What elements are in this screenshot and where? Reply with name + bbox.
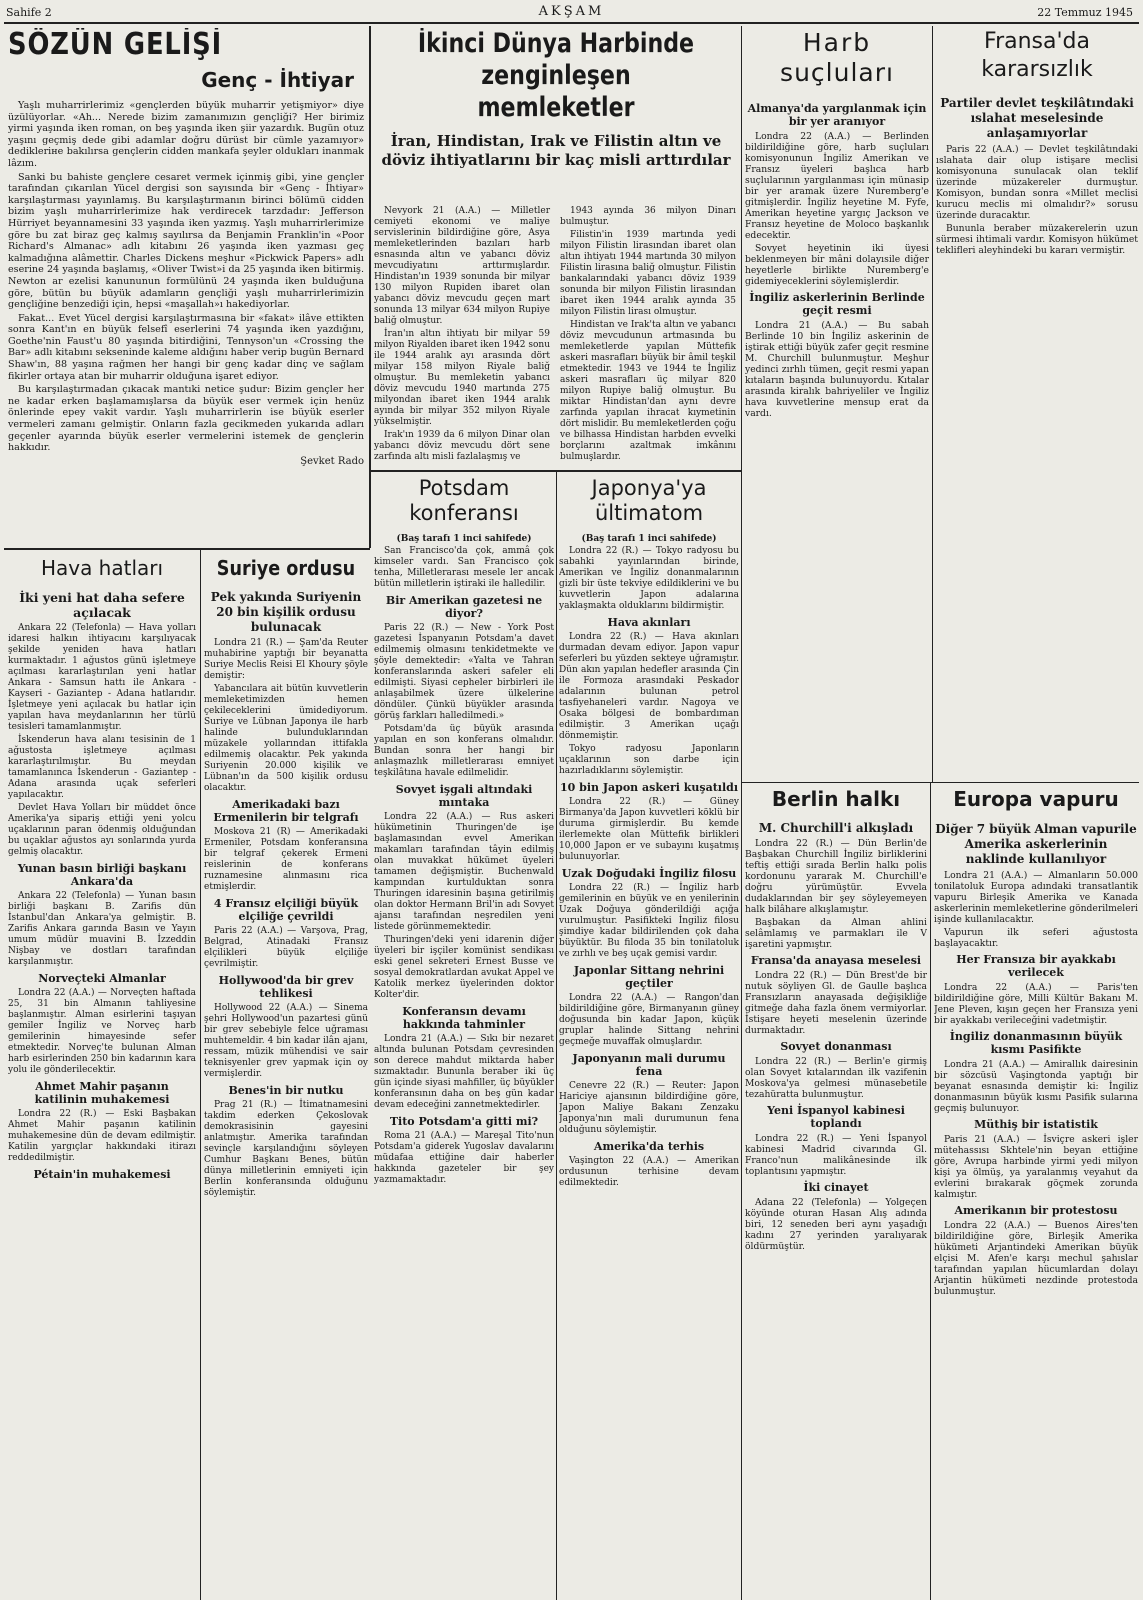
article-subtitle: Diğer 7 büyük Alman vapurile Amerika askerlerinin naklinde kullanılıyor	[935, 822, 1137, 866]
paragraph: Londra 22 (A.A.) — Rus askeri hükümetinin Thuringen'de işe başlamasından evvel Amerikan makamları tarafından tâyin edilmiş olan muvakkat hükümet üyeleri tamamen değişmiştir. Buchenwald kampından kurtulduktan sonra Thuringen idaresinin başına getirilmiş olan doktor Hermann Bril'in adı Sovyet ajansı tarafından neşredilen yeni listede görünmemektedir.	[374, 812, 554, 932]
article-title: Harb	[802, 28, 872, 57]
article-subtitle: Partiler devlet teşkilâtındaki ıslahat meselesinde anlaşamıyorlar	[940, 96, 1134, 140]
paragraph: Cenevre 22 (R.) — Reuter: Japon Hariciye ajansının bildirdiğine göre, Japon Maliye Bakanı Zenzaku Japonya'nın mali durumunun fena olduğunu söylemiştir.	[559, 1081, 739, 1135]
section-body	[934, 1059, 1138, 1114]
paragraph: Londra 22 (R.) — Hava akınları durmadan devam ediyor. Japon vapur seferleri bu yüzden sekteye uğramıştır. Dün akın yapılan hedefler arasında Çin ile Formoza arasındaki Peskador adalarının bulunan petrol tasfiyehaneleri vardır. Nagoya ve Osaka bölgesi de bombardıman edilmiştir. 3 Amerikan uçağı dönmemiştir.	[559, 632, 739, 741]
section-body	[559, 797, 739, 863]
article-body-right	[560, 206, 736, 465]
article-title: Fransa'da	[984, 29, 1090, 54]
paragraph: Londra 22 (R.) — Tokyo radyosu bu sabahki yayınlarından birinde, Amerikan ve İngiliz donanmalarının gizli bir üste tekviye edildiklerini ve bu kuvvetlerin Japon adalarına yaklaşmakta olduklarını bildirmiştir.	[559, 546, 739, 611]
paragraph: Fakat... Evet Yücel dergisi karşılaştırmasına bir «fakat» ilâve ettikten sonra Kant'ın en büyük felsefî eserlerini 74 yaşında iken yazdığını, Goethe'nin Faust'u 80 yaşında bitirdiğini, Tennyson'un «Crossing the Bar» adlı kitabını sekseninde kaleme aldığını haber verip bugün Bernard Shaw'ın, 88 yaşına rağmen her hangi bir genç kadar dinç ve sağlam fikirler ortaya atan bir muharrir olduğuna işaret ediyor.	[8, 312, 364, 382]
paragraph: Paris 22 (A.A.) — Devlet teşkilâtındaki ıslahata dair olup istişare meclisi komisyonuna sunulacak olan teklif üzerinde müzakereler durmuştur. Komisyon, bundan sonra «Millet meclisi kurucu meclis mi olmalıdır?» sorusu üzerinde duracaktır.	[936, 144, 1138, 221]
paragraph: Londra 21 (A.A.) — Amirallık dairesinin bir sözcüsü Vaşingtonda yaptığı bir beyanat esnasında demiştir ki: İngiliz donanmasının büyük kısmı Pasifik sularına geçmiş bulunuyor.	[934, 1059, 1138, 1114]
article-body-left	[374, 206, 550, 465]
paragraph: Londra 22 (R.) — Yeni İspanyol kabinesi Madrid civarında Gl. Franco'nun malikânesinde ilk toplantısını yapmıştır.	[745, 1133, 927, 1177]
section-title: Sovyet donanması	[780, 1040, 892, 1053]
paragraph: Ankara 22 (Telefonla) — Hava yolları idaresi halkın ihtiyacını karşılıyacak şekilde yeniden hava hatları kurmaktadır. 1 ağustos günü işletmeye açılması kararlaştırılan yeni hatlar Ankara - Samsun hattı ile Ankara - Kayseri - Gaziantep - Adana hatlarıdır. İşletmeye yeni açılacak bu hatlar için yapılan hava meydanlarının her türlü tesisleri tamamlanmıştır.	[8, 623, 196, 732]
column-rule	[932, 26, 933, 782]
paragraph: 1943 ayında 36 milyon Dinarı bulmuştur.	[560, 206, 736, 227]
article-subtitle: İran, Hindistan, Irak ve Filistin altın ve döviz ihtiyatlarını bir kaç misli arttırdılar	[381, 132, 731, 169]
japan-article	[559, 476, 739, 1600]
author-signature: Şevket Rado	[300, 455, 364, 467]
paragraph: Başbakan da Alman ahlini selâmlamış ve parmakları ile V işaretini yapmıştır.	[745, 917, 927, 950]
paragraph: Tokyo radyosu Japonların uçaklarının son darbe için hazırladıklarını söylemiştir.	[559, 744, 739, 776]
paragraph: Londra 22 (A.A.) — Rangon'dan bildirildiğine göre, Birmanyanın güney doğusunda bin kadar Japon, küçük gruplar halinde Sittang nehrini geçmeğe muvaffak olmuşlardır.	[559, 993, 739, 1047]
section-body	[559, 883, 739, 960]
paragraph: Londra 21 (A.A.) — Bu sabah Berlinde 10 bin İngiliz askerinin de iştirak ettiği büyük zafer geçit resmine M. Churchill bulunmuştur. Meşhur yedinci zırhlı tümen, geçit resmi yapan kıtaların başında bulunuyordu. Kıtalar arasında kiralık bahriyeliler ve İngiliz hava kuvvetlerine mensup erat da vardı.	[745, 320, 929, 419]
section-title: Yeni İspanyol kabinesi toplandı	[767, 1104, 905, 1130]
section-body	[204, 926, 368, 970]
column-rule	[930, 782, 931, 1600]
paragraph: Londra 21 (A.A.) — Sıkı bir nezaret altında bulunan Potsdam çevresinden son derece mahdut miktarda haber sızmaktadır. Bununla beraber iki üç gün içinde siyasi mahfiller, üç büyükler konferansının daha on beş gün kadar devam edeceğini zannetmektedirler.	[374, 1034, 554, 1110]
continued-note: (Baş tarafı 1 inci sahifede)	[396, 534, 532, 544]
paragraph: Filistin'in 1939 martında yedi milyon Filistin lirasından ibaret olan altın ihtiyatı 1944 martında 30 milyon Filistin lirasına baliğ olmuştur. Filistin bankalarındaki yabancı döviz 1939 sonunda bir milyon Filistin lirasından ibaret iken 1944 aralık ayında 35 milyon Filistin lirası olmuştur.	[560, 230, 736, 317]
paragraph: Nevyork 21 (A.A.) — Milletler cemiyeti ekonomi ve maliye servislerinin bildirdiğine göre, Asya memleketlerinden bazıları harb esnasında altın ve yabancı döviz mevcudiyatını arttırmışlardır. Hindistan'ın 1939 sonunda bir milyar 130 milyon Rupiden ibaret olan yabancı döviz mevcudu geçen mart sonunda 13 milyar 634 milyon Rupiye baliğ olmuştur.	[374, 206, 550, 326]
section-body	[559, 993, 739, 1048]
paragraph: San Francisco'da çok, ammâ çok kimseler vardı. San Francisco çok tenha, Milletlerarası mesele ler ancak bütün milletlerin iştiraki ile halledilir.	[374, 546, 554, 589]
continued-note: (Baş tarafı 1 inci sahifede)	[581, 534, 717, 544]
section-body	[745, 320, 929, 419]
paragraph: Yabancılara ait bütün kuvvetlerin memleketimizden hemen çekileceklerini ümidediyorum. Suriye ve Lübnan Japonya ile harb halinde bulunduklarından müzakele yollarından ittifakla edilmemiş olacaktır. Pek yakında Suriyenin 20.000 kişilik ve Lübnan'ın da 500 kişilik ordusu olacaktır.	[204, 684, 368, 793]
section-title: 10 bin Japon askeri kuşatıldı	[559, 781, 738, 794]
article-body	[8, 623, 196, 858]
section-title: Bir Amerikan gazetesi ne diyor?	[385, 594, 543, 620]
paragraph: Londra 22 (A.A.) — Norveçten haftada 25, 31 bin Almanın tahliyesine başlanmıştır. Alman esirlerini taşıyan gemiler İngiliz ve Norveç harb gemilerinin himayesinde sefer etmektedir. Norveç'te bulunan Alman harb esirlerinden 250 bin kadarının kara yolu ile gönderilecektir.	[8, 988, 196, 1075]
editorial-subtitle: Genç - İhtiyar	[201, 68, 354, 92]
section-title: Sovyet işgali altındaki mıntaka	[395, 783, 533, 809]
section-body	[934, 1220, 1138, 1297]
article-subtitle: Pek yakında Suriyenin 20 bin kişilik ordusu bulunacak	[210, 590, 362, 634]
section-body	[934, 1134, 1138, 1200]
article-title: zenginleşen memleketler	[477, 60, 635, 123]
section-title: İngiliz askerlerinin Berlinde geçit resmi	[749, 291, 925, 317]
section-title: İngiliz donanmasının büyük kısmı Pasifikte	[949, 1030, 1123, 1056]
paragraph: Adana 22 (Telefonla) — Yolgeçen köyünde oturan Hasan Alış adında biri, 12 seneden beri aynı yaşadığı kadını 27 yerinden yaralıyarak öldürmüştür.	[745, 1197, 927, 1252]
section-rule	[742, 782, 1139, 783]
paragraph: Vapurun ilk seferi ağustosta başlayacaktır.	[934, 927, 1138, 949]
paragraph: Devlet Hava Yolları bir müddet önce Amerika'ya sipariş ettiği yeni yolcu uçaklarının paran ödenmiş olduğundan bu uçaklar ağustos ayı sonlarında yurda gelmiş olacaktır.	[8, 803, 196, 857]
paragraph: Londra 21 (A.A.) — Almanların 50.000 tonilatoluk Europa adındaki transatlantik vapuru Birleşik Amerika ve Kanada askerlerinin memleketlerine gönderilmeleri işinde kullanılacaktır.	[934, 870, 1138, 925]
section-body	[204, 827, 368, 893]
paragraph: Londra 22 (R.) — İngiliz harb gemilerinin en büyük ve en yenilerinin Uzak Doğuya gönderildiği açığa vurulmuştur. Pasifikteki İngiliz filosu şimdiye kadar bildirilenden çok daha büyüktür. Bu filoda 35 bin tonilatoluk ve zırhlı ve beş uçak gemisi vardır.	[559, 883, 739, 959]
paragraph: Londra 22 (R.) — Eski Başbakan Ahmet Mahir paşanın katilinin muhakemesine dün de devam edilmiştir. Katilin yargıçlar hakkındaki itirazı reddedilmiştir.	[8, 1109, 196, 1163]
column-rule	[200, 550, 201, 1600]
section-title: 4 Fransız elçiliği büyük elçiliğe çevrildi	[213, 897, 359, 923]
paragraph: Londra 22 (R.) — Dün Brest'de bir nutuk söyliyen Gl. de Gaulle başlıca Fransızların anayasada değişikliğe gitmeğe daha fazla önem vermiyorlar. İstişare heyeti meselenin üzerinde durmaktadır.	[745, 970, 927, 1036]
paragraph: Bununla beraber müzakerelerin uzun sürmesi ihtimali vardır. Komisyon hükümet teklifleri aleyhindeki bu kararı vermiştir.	[936, 223, 1138, 256]
article-body	[374, 546, 554, 590]
section-body	[374, 812, 554, 1001]
article-body	[204, 638, 368, 794]
paragraph: Londra 22 (A.A.) — Berlinden bildirildiğine göre, harb suçluları komisyonunun İngiliz Amerikan ve Fransız üyeleri başlıca harb suçlularının yargılanması için münasip bir yer aramak üzere Nuremberg'e gitmişlerdir. İngiliz heyetine M. Fyfe, Amerikan heyetine yargıç Jackson ve Fransız heyetine de Moloco başkanlık edecektir.	[745, 131, 929, 241]
section-title: Hollywood'da bir grev tehlikesi	[218, 974, 354, 1000]
article-title: Berlin halkı	[771, 787, 901, 811]
masthead	[0, 4, 1143, 22]
column-rule	[741, 26, 742, 1600]
berlin-article	[745, 786, 927, 1600]
airlines-article	[8, 556, 196, 1600]
article-body	[559, 546, 739, 612]
paragraph: Ankara 22 (Telefonla) — Yunan basın birliği başkanı B. Zarifis dün İstanbul'dan Ankara'ya gelmiştir. B. Zarifis Ankara garında Basın ve Yayın umum müdür muavini B. İzzeddin Nişbay ve dostları tarafından karşılanmıştır.	[8, 891, 196, 967]
section-title: Müthiş bir istatistik	[974, 1118, 1098, 1131]
paragraph: Potsdam'da üç büyük arasında yapılan en son konferans olmalıdır. Bundan sonra her hangi bir anlaşmazlık milletlerarası emniyet teşkilâtına havale edilmelidir.	[374, 724, 554, 778]
article-title: suçluları	[780, 58, 894, 87]
paragraph: Thuringen'deki yeni idarenin diğer üyeleri bir işçiler komünist sendikası eski genel sekreteri Ernest Busse ve sosyal demokratlardan avukat Appel ve Katolik merkez üyelerinden doktor Kolter'dir.	[374, 935, 554, 1000]
section-title: Japonlar Sittang nehrini geçtiler	[573, 964, 725, 990]
paragraph: Moskova 21 (R) — Amerikadaki Ermeniler, Potsdam konferansına bir telgraf çekerek Ermeni reislerinin de konferans ruznamesine alınmasını rica etmişlerdir.	[204, 827, 368, 892]
article-title: Potsdam	[418, 476, 510, 500]
paragraph: Yaşlı muharrirlerimiz «gençlerden büyük muharrir yetişmiyor» diye üzülüyorlar. «Ah... Nerede bizim zamanımızın gençliği? Her birimiz yirmi yaşında iken roman, on beş yaşında iken şiir yazardık. Bugün otuz yaşını geçmiş dede gibi adamlar doğru dürüst bir cümle yazamıyor» dedikleriне bakılırsa gençlerin cidden mankafa şeyler oldukları inanmak lâzım.	[8, 100, 364, 169]
paragraph: Roma 21 (A.A.) — Mareşal Tito'nun Potsdam'a giderek Yugoslav davalarını müdafaa ettiğine dair haberler hakkında gazeteler bir şey yazmamaktadır.	[374, 1131, 554, 1185]
section-title: Her Fransıza bir ayakkabı verilecek	[956, 953, 1116, 979]
potsdam-article	[374, 476, 554, 1600]
paragraph: Londra 22 (A.A.) — Buenos Aires'ten bildirildiğine göre, Birleşik Amerika hükümeti Arjantindeki Amerikan büyük elçisi M. Afen'e karşı mechul şahıslar tarafından yapılan hücumlardan dolayı Arjantin hükümeti nezdinde protestoda bulunmuştur.	[934, 1220, 1138, 1297]
section-body	[934, 982, 1138, 1026]
paragraph: Londra 22 (R.) — Güney Birmanya'da Japon kuvvetleri köklü bir duruma girmişlerdir. Bu kemde ilerlemekte olan Müttefik birlikleri 10,000 Japon er ve subayını kuşatmış bulunuyorlar.	[559, 797, 739, 862]
article-subtitle: Almanya'da yargılanmak için bir yer aranıyor	[747, 102, 927, 128]
paragraph: Londra 22 (R.) — Dün Berlin'de Başbakan Churchill İngiliz birliklerini teftiş ettiği sırada Berlin halkı polis kordonunu yararak M. Churchill'e doğru yürümüştür. Evvela dudaklarından bir şey söyleyemeyen halk bilâhare alkışlamıştır.	[745, 838, 927, 915]
section-body	[559, 1081, 739, 1136]
paragraph: Londra 22 (A.A.) — Paris'ten bildirildiğine göre, Milli Kültür Bakanı M. Jene Pleven, kışın geçen her Fransıza yeni bir ayakkabı verileceğini vadetmiştir.	[934, 982, 1138, 1026]
article-title: konferansı	[409, 501, 519, 525]
section-title: Amerikadaki bazı Ermenilerin bir telgrafı	[213, 798, 359, 824]
article-subtitle: M. Churchill'i alkışladı	[758, 821, 914, 835]
paragraph: Londra 22 (R.) — Berlin'e girmiş olan Sovyet kıtalarından ilk vazifenin Moskova'ya gelmesi münasebetile tezahüratta bulunmuştur.	[745, 1056, 927, 1100]
section-title: Tito Potsdam'a gitti mi?	[389, 1115, 539, 1128]
section-body	[374, 1034, 554, 1111]
editorial-column	[8, 28, 364, 546]
europa-article	[934, 786, 1138, 1600]
section-title: İki cinayet	[803, 1181, 869, 1194]
page-number: Sahife 2	[6, 6, 52, 19]
newspaper-name: AKŞAM	[538, 4, 605, 19]
article-title: kararsızlık	[981, 57, 1093, 82]
france-article	[936, 28, 1138, 780]
section-body	[374, 623, 554, 779]
article-subtitle: İki yeni hat daha sefere açılacak	[19, 590, 185, 620]
paragraph: Prag 21 (R.) — İtimatnamesini takdim ederken Çekoslovak demokrasisinin gayesini anlatmıştır. Amerika tarafından sevinçle karşılandığını söyleyen Cumhur Başkanı Benes, bütün dünya milletlerinin emniyeti için Berlin konferansında olduğunu söylemiştir.	[204, 1100, 368, 1198]
section-body	[745, 970, 927, 1036]
article-body	[934, 870, 1138, 949]
paragraph: Hindistan ve Irak'ta altın ve yabancı döviz mevcudunun artmasında bu memleketlerde yapılan Müttefik askeri masrafları büyük bir âmil teşkil etmektedir. 1943 ve 1944 te İngiliz askeri masrafları üç milyar 820 milyon Rupiye baliğ olmuştur. Bu miktar Hindistan'dan aynı devre zarfında yapılan ihracat kıymetinin dört mislidir. Bu memleketlerden çoğu ve bilhassa Hindistan harbden evvelki borçlarını azaltmak imkânını bulmuşlardır.	[560, 320, 736, 462]
paragraph: Irak'ın 1939 da 6 milyon Dinar olan yabancı döviz mevcudu dört sene zarfında altı misli fazlalaşmış ve	[374, 430, 550, 462]
section-body	[745, 1056, 927, 1100]
article-title: İkinci Dünya Harbinde	[417, 28, 695, 59]
paragraph: Vaşington 22 (A.A.) — Amerikan ordusunun terhisine devam edilmektedir.	[559, 1156, 739, 1188]
section-title: Ahmet Mahir paşanın katilinin muhakemesi	[34, 1080, 170, 1106]
paragraph: Paris 22 (A.A.) — Varşova, Prag, Belgrad, Atinadaki Fransız elçilikleri büyük elçiliğe çevrilmiştir.	[204, 926, 368, 969]
section-title: Amerikanın bir protestosu	[954, 1204, 1118, 1217]
section-body	[374, 1131, 554, 1186]
section-title: Fransa'da anayasa meselesi	[750, 954, 922, 967]
section-title: Norveçteki Almanlar	[38, 972, 166, 985]
section-body	[745, 1133, 927, 1177]
section-title: Japonyanın mali durumu fena	[572, 1052, 726, 1078]
article-title: Hava hatları	[40, 556, 164, 580]
paragraph: Sanki bu bahiste gençlere cesaret vermek içinmiş gibi, yine gençler tarafından çıkarılan Yücel dergisi son sayısında bir «Genç - İhtiyar» karşılaştırması yayınlamış. Bu karşılaştırmanın birinci bölümü cidden bizim yaşlı muharrirlerimize hak verdirecek tarzdadır: Jefferson Hürriyet beyannamesini 33 yaşında iken yazmış. Yaşlı muharrirlerimize göre bu zat biraz geç kalmış sayılırsa da Benjamin Franklin'in «Poor Richard's Almanac» adlı kitabını 26 yaşında iken yazması geç kalmadığına alâmettir. Charles Dickens meşhur «Pickwick Papers» adlı eserine 24 yaşında başlamış, «Oliver Twist»i da 25 yaşında iken bitirmiş. Newton ar ezelisi kanununun formülünü 24 yaşında iken bulduğuna göre, bütün bu büyük adamların gençliği yaşlı muharrirlerimizin gençliğine benzediği için, hepsi «maşallah»ı hakediyorlar.	[8, 171, 364, 311]
section-body	[8, 988, 196, 1076]
paragraph: Londra 21 (R.) — Şam'da Reuter muhabirine yaptığı bir beyanatta Suriye Meclis Reisi El Khoury şöyle demiştir:	[204, 638, 368, 681]
paragraph: Paris 21 (A.A.) — İsviçre askeri işler mütehassısı Skhtele'nin beyan ettiğine göre, Avrupa harbinde yirmi yedi milyon kişi ya ölmüş, ya yaralanmış veyahut da evlerini bırakarak göçmek zorunda kalmıştır.	[934, 1134, 1138, 1200]
article-title: Suriye ordusu	[216, 556, 356, 580]
section-title: Benes'in bir nutku	[228, 1084, 344, 1097]
section-body	[745, 1197, 927, 1252]
column-rule	[556, 472, 557, 1600]
section-title: Uzak Doğudaki İngiliz filosu	[561, 867, 737, 880]
paragraph: İskenderun hava alanı tesisinin de 1 ağustosta işletmeye açılması kararlaştırılmıştır. Bu meydan tamamlanınca İskenderun - Gaziantep - Adana arasında uçak seferleri yapılacaktır.	[8, 735, 196, 800]
article-title: Japonya'ya	[591, 476, 707, 500]
paragraph: Sovyet heyetinin iki üyesi beklenmeyen bir mâni dolayısile diğer heyetlerle birlikte Nuremberg'e gidemiyeceklerini söylemişlerdir.	[745, 243, 929, 287]
section-rule	[4, 548, 370, 550]
article-body	[745, 131, 929, 287]
section-title: Amerika'da terhis	[593, 1140, 705, 1153]
section-body	[559, 1156, 739, 1189]
article-title: ültimatom	[594, 501, 704, 525]
paragraph: Hollywood 22 (A.A.) — Sinema şehri Hollywood'un pazartesi günü bir grev sebebiyle felce uğraması muhtemeldir. 4 bin kadar ilân ajanı, ressam, müzik mühendisi ve sair teknisyenler grev yapmak için oy vermişlerdir.	[204, 1003, 368, 1079]
editorial-body	[8, 100, 364, 454]
paragraph: İran'ın altın ihtiyatı bir milyar 59 milyon Riyalden ibaret iken 1942 sonu ile 1944 aralık ayı arasında dört milyar 158 milyon Riyale baliğ olmuştur. Bu memleketin yabancı döviz mevcudu 1940 martında 275 milyondan ibaret iken 1944 aralık ayında bir milyar 352 milyon Riyale yükselmiştir.	[374, 329, 551, 427]
issue-date: 22 Temmuz 1945	[1037, 6, 1133, 19]
section-body	[559, 632, 739, 777]
article-title: Europa vapuru	[953, 787, 1119, 811]
paragraph: Bu karşılaştırmadan çıkacak mantıki netice şudur: Bizim gençler her ne kadar erken başlamamışlarsa da büyük eser vermek için henüz önlerinde epey vakit vardır. Yaşlı muharrirlerin ise büyük eserler vermeleri zamanı gelmiştir. Onların fazla gecikmeden yukarıda adları geçenler ayarında büyük eserler vermelerini istemek de gençlerin hakkıdır.	[8, 384, 364, 454]
section-title: Yunan basın birliği başkanı Ankara'da	[17, 862, 187, 888]
section-body	[204, 1100, 368, 1199]
war-criminals-article	[745, 28, 929, 780]
syria-article	[204, 556, 368, 1600]
editorial-title: SÖZÜN GELİŞİ	[8, 28, 223, 62]
section-body	[204, 1003, 368, 1080]
section-body	[8, 891, 196, 968]
article-body	[745, 838, 927, 950]
section-title: Hava akınları	[607, 616, 691, 629]
section-title: Konferansın devamı hakkında tahminler	[402, 1005, 526, 1031]
paragraph: Paris 22 (R.) — New - York Post gazetesi İspanyanın Potsdam'a davet edilmemiş olmasını tenkidetmekte ve şöyle demektedir: «Yalta ve Tahran konferanslarında askeri safeler eli edilmişti. Siyasi cepheler birbirleri ile anlaşabilmek üzere ülkelerine döndüler. Çünkü büyükler arasında görüş farkları halledilmedi.»	[374, 623, 554, 721]
world-war-article	[374, 28, 738, 468]
section-body	[8, 1109, 196, 1164]
header-rule	[4, 22, 1139, 24]
section-title: Pétain'in muhakemesi	[33, 1168, 171, 1181]
article-body	[936, 144, 1138, 256]
